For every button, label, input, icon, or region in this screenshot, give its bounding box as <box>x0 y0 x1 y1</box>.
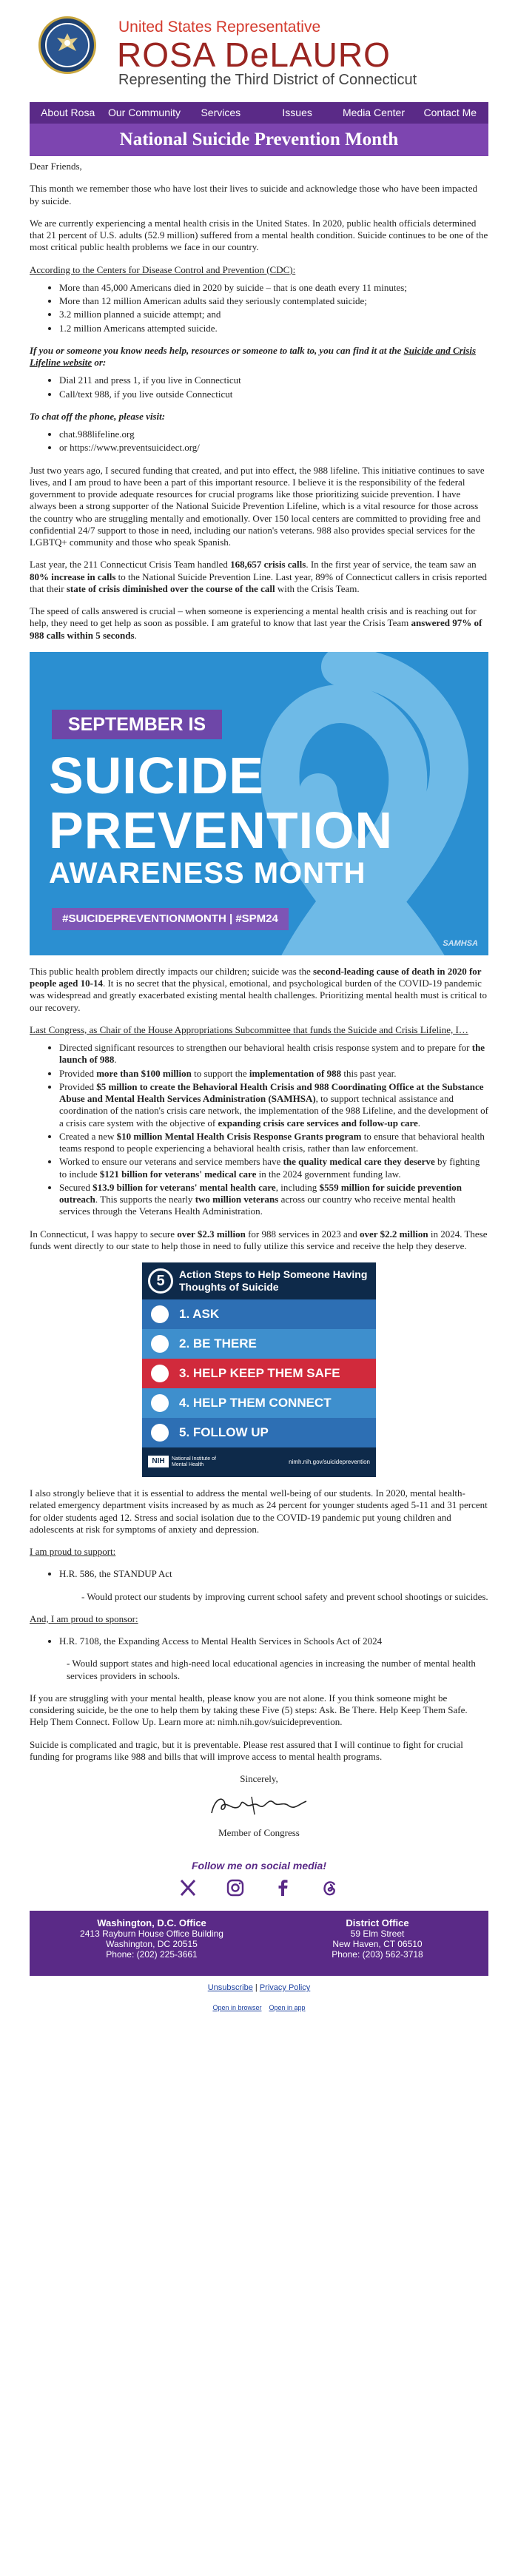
header-name: ROSA DeLAURO <box>117 36 391 74</box>
chat-heading: To chat off the phone, please visit: <box>30 410 166 422</box>
follow-heading: Follow me on social media! <box>191 1859 327 1872</box>
image-word-suicide: SUICIDE <box>49 746 264 804</box>
steps-header <box>142 1262 376 1299</box>
paragraph-connecticut-funding: In Connecticut, I was happy to secure over $2.3 million for 988 services in 2023 and over $2.2 million in 2024. These funds went directly to our state to help those in need to fully utilize this service and receive the help they deserve. <box>30 1228 488 1251</box>
list-item: • Worked to ensure our veterans and service members have the quality medical care they deserve by fighting to include $121 billion for veterans' medical care in the 2024 government funding law. <box>59 1156 488 1180</box>
paragraph-crisis: We are currently experiencing a mental health crisis in the United States. In 2020, public health officials determined that 21 percent of U.S. adults (52.9 million) suffered from a mental health condition. Suicide continues to be one of the most critical public health problems we face in our country. <box>30 217 488 253</box>
instagram-icon[interactable] <box>226 1878 245 1897</box>
list-item: • 3.2 million planned a suicide attempt; and <box>59 309 488 320</box>
paragraph-closing: Suicide is complicated and tragic, but it is preventable. Please rest assured that I will continue to fight for crucial funding for programs like 988 and bills that will improve access to mental health programs. <box>30 1738 463 1762</box>
image-word-prevention: PREVENTION <box>49 801 394 859</box>
nih-logo-icon: NIH <box>148 1456 169 1467</box>
list-item: • Provided more than $100 million to support the implementation of 988 this past year. <box>59 1068 488 1080</box>
header <box>0 0 518 89</box>
paragraph-intro: This month we remember those who have lost their lives to suicide and acknowledge those who have been impacted by suicide. <box>30 183 478 206</box>
nav-media-center[interactable]: Media Center <box>342 107 405 118</box>
step-connect: 4. HELP THEM CONNECT <box>142 1388 376 1418</box>
legal-links: Unsubscribe | Privacy Policy <box>207 1983 311 1993</box>
nav-services[interactable]: Services <box>201 107 241 118</box>
five-action-steps-image <box>142 1262 376 1477</box>
help-list <box>59 374 488 400</box>
nav-issues[interactable]: Issues <box>282 107 312 118</box>
open-links <box>0 2004 518 2012</box>
greeting: Dear Friends, <box>30 161 82 172</box>
step-be-there: 2. BE THERE <box>142 1329 376 1359</box>
image-awareness-month: AWARENESS MONTH <box>49 856 366 890</box>
help-heading: If you or someone you know needs help, resources or someone to talk to, you can find it at the Suicide and Crisis Lifeline website or: <box>30 344 477 368</box>
cdc-heading: According to the Centers for Disease Control and Prevention (CDC): <box>30 263 296 275</box>
closing-text: Sincerely, <box>240 1773 278 1784</box>
heart-icon <box>151 1365 169 1382</box>
paragraph-211-stats: Last year, the 211 Connecticut Crisis Team handled 168,657 crisis calls. In the first year of service, the team saw an 80% increase in calls to the National Suicide Prevention Line. Last year, 89% of Connecticut callers in crisis reported that their state of crisis diminished over the course of the call with the Crisis Team. <box>30 559 488 594</box>
cdc-list <box>59 282 488 334</box>
nimh-name: National Institute of Mental Health <box>172 1456 216 1467</box>
footer-offices <box>30 1911 488 1976</box>
house-seal-icon <box>38 16 96 74</box>
sponsor-list <box>59 1635 488 1647</box>
hashtag-bar: #SUICIDEPREVENTIONMONTH | #SPM24 <box>52 908 289 930</box>
list-item: • H.R. 586, the STANDUP Act <box>59 1568 488 1580</box>
paragraph-children: This public health problem directly impacts our children; suicide was the second-leading cause of death in 2020 for people aged 10-14. It is no secret that the physical, emotional, and psychological burden of the COVID-19 pandemic was widespread and greatly exacerbated existing mental health challenges. Prioritizing mental health must is critical to our recovery. <box>30 965 488 1013</box>
paragraph-students: I also strongly believe that it is essential to address the mental well-being of our students. In 2020, mental health-related emergency department visits increased by as much as 24 percent for younger students aged 5-11 and 31 percent for older students aged 12. Stress and social isolation due to the COVID-19 pandemic put young children and adolescents at risk for symptoms of anxiety and depression. <box>30 1487 488 1535</box>
sponsor-heading: And, I am proud to sponsor: <box>30 1612 138 1624</box>
ask-icon <box>151 1305 169 1323</box>
list-item: • Secured $13.9 billion for veterans' mental health care, including $559 million for suicide prevention outreach. This supports the nearly two million veterans across our country who receive mental health services through the Veterans Health Administration. <box>59 1182 488 1218</box>
closing-block <box>30 1773 488 1839</box>
suicide-prevention-awareness-image <box>30 652 488 955</box>
steps-title: Action Steps to Help Someone Having Thoughts of Suicide <box>179 1268 368 1293</box>
list-item: • Call/text 988, if you live outside Connecticut <box>59 389 488 400</box>
list-item: • Directed significant resources to strengthen our behavioral health crisis response system and to prepare for the launch of 988. <box>59 1042 488 1066</box>
header-title-top: United States Representative <box>118 19 321 36</box>
september-is-pill: SEPTEMBER IS <box>52 710 222 739</box>
step-follow-up: 5. FOLLOW UP <box>142 1418 376 1447</box>
list-item: • More than 45,000 Americans died in 2020 by suicide – that is one death every 11 minutes; <box>59 282 488 294</box>
open-in-browser-link[interactable]: Open in browser <box>212 2004 262 2011</box>
sponsor-description: - Would support states and high-need local educational agencies in increasing the number of mental health services providers in schools. <box>67 1658 476 1681</box>
page-title: National Suicide Prevention Month <box>30 124 488 156</box>
letter-body <box>30 156 488 1900</box>
support-heading: I am proud to support: <box>30 1546 116 1557</box>
samhsa-credit: SAMHSA <box>443 939 478 948</box>
top-nav <box>30 102 488 124</box>
list-item: • H.R. 7108, the Expanding Access to Mental Health Services in Schools Act of 2024 <box>59 1635 488 1647</box>
nav-about-rosa[interactable]: About Rosa <box>41 107 95 118</box>
list-item: • 1.2 million Americans attempted suicide. <box>59 323 488 334</box>
signer-title: Member of Congress <box>218 1826 300 1838</box>
step-ask: 1. ASK <box>142 1299 376 1329</box>
open-in-app-link[interactable]: Open in app <box>269 2004 306 2011</box>
lifeline-website-link[interactable]: Suicide and Crisis Lifeline website <box>30 344 477 368</box>
chat-link[interactable]: • or https://www.preventsuicidect.org/ <box>59 442 488 454</box>
phone-icon <box>151 1424 169 1442</box>
threads-icon[interactable] <box>320 1878 340 1897</box>
paragraph-988: Just two years ago, I secured funding that created, and put into effect, the 988 lifeline. This initiative continues to save lives, and I am proud to have been a part of this important resource. I believe it is the responsibility of the federal government to provide adequate resources for crucial programs like those prioritizing suicide prevention. I have always been a strong supporter of the National Suicide Prevention Lifeline, which is a vital resource for those across the country who are struggling mentally and emotionally. Over 150 local centers are committed to providing free and confidential 24/7 support to those in need, including our nation's veterans. 988 also provides special services for the LGBTQ+ community and those who speak Spanish. <box>30 464 485 548</box>
list-item: • Created a new $10 million Mental Health Crisis Response Grants program to ensure that behavioral health teams respond to people experiencing a behavioral health crisis, rather than law enforcement. <box>59 1131 488 1155</box>
approps-list <box>59 1042 488 1218</box>
social-links <box>30 1878 488 1900</box>
chat-list <box>59 428 488 454</box>
nav-our-community[interactable]: Our Community <box>107 107 181 118</box>
connect-icon <box>151 1394 169 1412</box>
support-description: - Would protect our students by improving current school safety and prevent school shootings or suicides. <box>81 1590 488 1602</box>
paragraph-five-steps: If you are struggling with your mental health, please know you are not alone. If you think someone might be considering suicide, be the one to help them by taking these Five (5) steps: Ask. Be There. Help Keep Them Safe. Help Them Connect. Follow Up. Learn more at: nimh.nih.gov/suicideprevention. <box>30 1692 468 1728</box>
step-keep-safe: 3. HELP KEEP THEM SAFE <box>142 1359 376 1388</box>
unsubscribe-link[interactable]: Unsubscribe <box>207 1983 253 1993</box>
dc-office: Washington, D.C. Office 2413 Rayburn House Office Building Washington, DC 20515 Phone: (202) 225-3661 <box>59 1918 244 1960</box>
dc-phone[interactable]: Phone: (202) 225-3661 <box>106 1949 198 1960</box>
district-office: District Office 59 Elm Street New Haven, CT 06510 Phone: (203) 562-3718 <box>296 1918 459 1960</box>
signature-icon <box>207 1791 311 1819</box>
facebook-icon[interactable] <box>273 1878 292 1897</box>
x-icon[interactable] <box>178 1878 198 1897</box>
list-item: • Provided $5 million to create the Behavioral Health Crisis and 988 Coordinating Office at the Substance Abuse and Mental Health Services Administration (SAMHSA), to support technical assistance and coordination of the nation's crisis care network, the implementation of the 988 Lifeline, and the development of a crisis care system with the objective of expanding crisis care services and follow-up care. <box>59 1081 488 1129</box>
list-item: • More than 12 million American adults said they seriously contemplated suicide; <box>59 295 488 307</box>
steps-footer <box>142 1447 376 1476</box>
people-icon <box>151 1335 169 1353</box>
paragraph-speed: The speed of calls answered is crucial – when someone is experiencing a mental health crisis and is reaching out for help, they need to get help as soon as possible. I am grateful to know that last year the Crisis Team answered 97% of 988 calls within 5 seconds. <box>30 605 482 641</box>
list-item: • Dial 211 and press 1, if you live in Connecticut <box>59 374 488 386</box>
nav-contact-me[interactable]: Contact Me <box>423 107 477 118</box>
header-subtitle: Representing the Third District of Connecticut <box>118 72 417 88</box>
approps-heading: Last Congress, as Chair of the House Appropriations Subcommittee that funds the Suicide and Crisis Lifeline, I… <box>30 1023 468 1035</box>
number-five-badge: 5 <box>148 1268 173 1294</box>
nimh-url: nimh.nih.gov/suicideprevention <box>289 1459 370 1465</box>
privacy-policy-link[interactable]: Privacy Policy <box>259 1983 311 1993</box>
chat-link[interactable]: • chat.988lifeline.org <box>59 428 488 440</box>
district-phone[interactable]: Phone: (203) 562-3718 <box>332 1949 423 1960</box>
support-list <box>59 1568 488 1580</box>
